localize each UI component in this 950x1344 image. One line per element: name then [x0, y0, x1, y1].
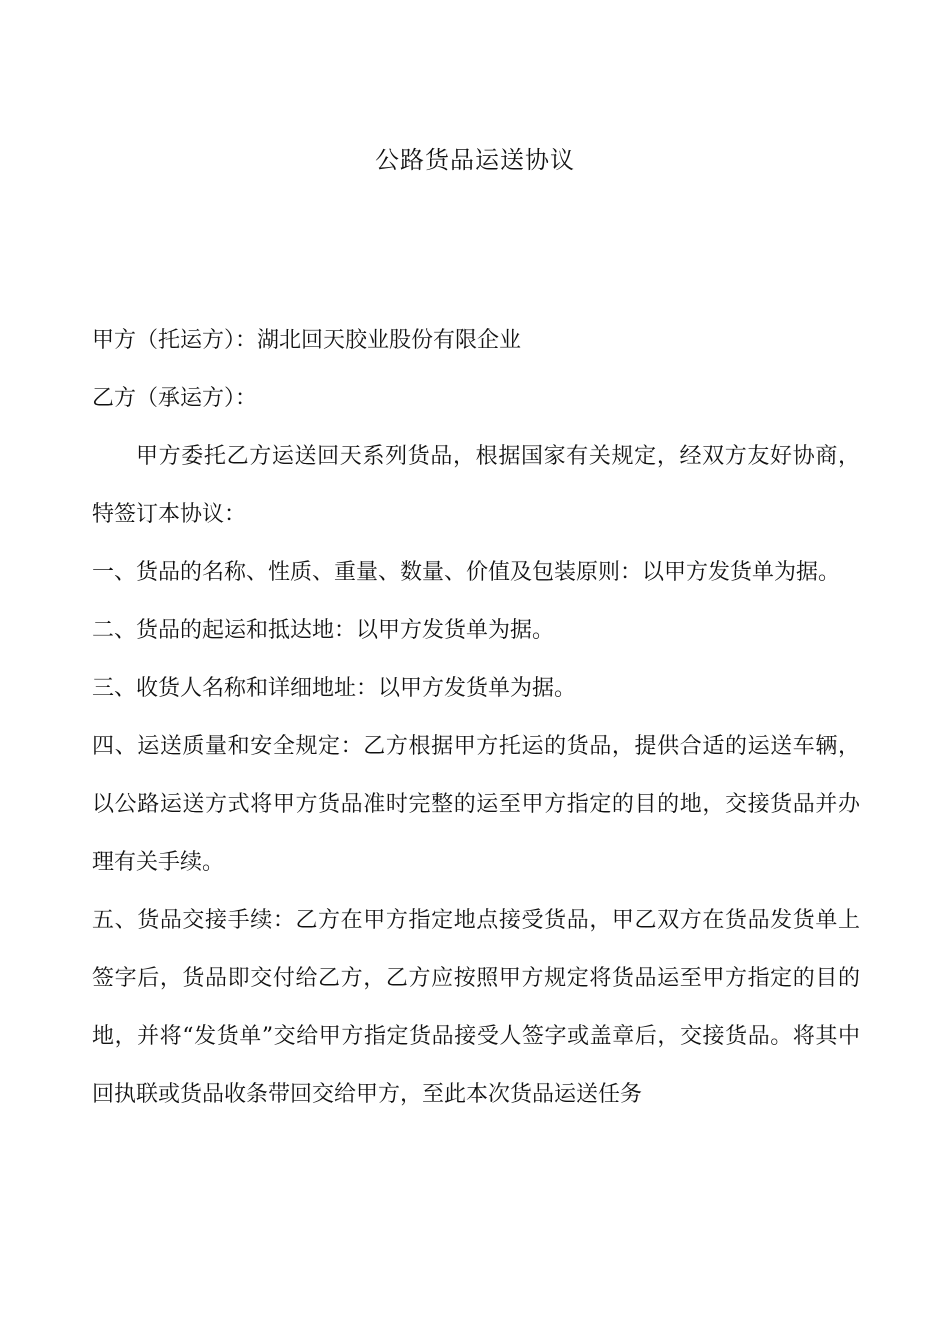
party-a-line: 甲方（托运方）：湖北回天胶业股份有限企业	[92, 328, 522, 353]
clause-4: 四、运送质量和安全规定：乙方根据甲方托运的货品，提供合适的运送车辆，以公路运送方式将甲方货品准时完整的运至甲方指定的目的地，交接货品并办理有关手续。	[92, 734, 860, 875]
clause-1: 一、货品的名称、性质、重量、数量、价值及包装原则：以甲方发货单为据。	[92, 560, 841, 585]
document-title: 公路货品运送协议	[375, 146, 575, 174]
clause-2: 二、货品的起运和抵达地：以甲方发货单为据。	[92, 618, 555, 643]
document-body	[92, 312, 860, 1124]
clause-3: 三、收货人名称和详细地址：以甲方发货单为据。	[92, 676, 577, 701]
clause-5: 五、货品交接手续：乙方在甲方指定地点接受货品，甲乙双方在货品发货单上签字后，货品即交付给乙方，乙方应按照甲方规定将货品运至甲方指定的目的地，并将“发货单”交给甲方指定货品接受人签字或盖章后，交接货品。将其中回执联或货品收条带回交给甲方，至此本次货品运送任务	[92, 908, 860, 1107]
intro-paragraph: 甲方委托乙方运送回天系列货品，根据国家有关规定，经双方友好协商，特签订本协议：	[92, 444, 860, 527]
party-b-line: 乙方（承运方）：	[92, 386, 258, 411]
